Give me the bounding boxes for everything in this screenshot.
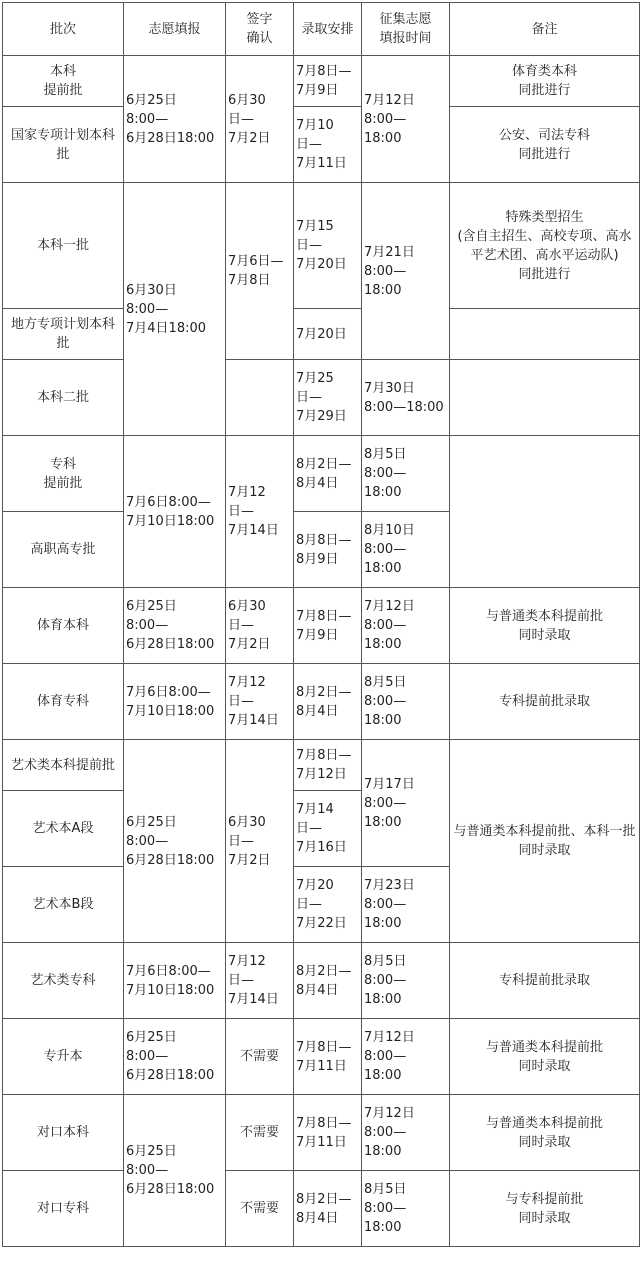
admission-cell: 8月2日— 8月4日 [294, 943, 362, 1019]
supplementary-cell: 7月12日 8:00— 18:00 [362, 1095, 450, 1171]
notes-cell: 专科提前批录取 [450, 664, 640, 740]
batch-cell: 艺术本A段 [3, 791, 124, 867]
table-row [3, 588, 640, 664]
notes-cell: 与普通类本科提前批 同时录取 [450, 1095, 640, 1171]
header-signature-confirm: 签字 确认 [226, 3, 294, 56]
admission-cell: 7月15 日— 7月20日 [294, 183, 362, 309]
batch-cell: 本科一批 [3, 183, 124, 309]
supplementary-cell: 8月10日 8:00— 18:00 [362, 512, 450, 588]
supplementary-cell: 7月12日 8:00— 18:00 [362, 588, 450, 664]
notes-cell: 与普通类本科提前批 同时录取 [450, 1019, 640, 1095]
application-cell: 7月6日8:00— 7月10日18:00 [124, 664, 226, 740]
table-row [3, 664, 640, 740]
batch-cell: 高职高专批 [3, 512, 124, 588]
supplementary-cell: 8月5日 8:00— 18:00 [362, 943, 450, 1019]
notes-cell: 与专科提前批 同时录取 [450, 1171, 640, 1247]
admission-cell: 8月2日— 8月4日 [294, 1171, 362, 1247]
batch-cell: 本科 提前批 [3, 56, 124, 107]
confirm-cell: 7月6日— 7月8日 [226, 183, 294, 360]
admission-cell: 7月8日— 7月11日 [294, 1095, 362, 1171]
batch-cell: 地方专项计划本科批 [3, 309, 124, 360]
confirm-cell: 7月12 日— 7月14日 [226, 436, 294, 588]
supplementary-cell: 7月23日 8:00— 18:00 [362, 867, 450, 943]
admission-schedule-table [2, 2, 640, 1247]
table-row [3, 943, 640, 1019]
admission-cell: 7月20日 [294, 309, 362, 360]
batch-cell: 艺术本B段 [3, 867, 124, 943]
notes-cell [450, 360, 640, 436]
confirm-cell: 6月30 日— 7月2日 [226, 740, 294, 943]
table-row [3, 309, 640, 360]
batch-cell: 艺术类本科提前批 [3, 740, 124, 791]
notes-cell: 公安、司法专科 同批进行 [450, 107, 640, 183]
table-row [3, 1019, 640, 1095]
confirm-cell: 6月30 日— 7月2日 [226, 588, 294, 664]
table-row [3, 360, 640, 436]
admission-cell: 7月14 日— 7月16日 [294, 791, 362, 867]
header-row [3, 3, 640, 56]
application-cell: 6月25日 8:00— 6月28日18:00 [124, 740, 226, 943]
confirm-cell: 7月12 日— 7月14日 [226, 664, 294, 740]
application-cell: 6月25日 8:00— 6月28日18:00 [124, 1095, 226, 1247]
header-admission-schedule: 录取安排 [294, 3, 362, 56]
batch-cell: 对口专科 [3, 1171, 124, 1247]
header-application: 志愿填报 [124, 3, 226, 56]
header-batch: 批次 [3, 3, 124, 56]
admission-cell: 7月25 日— 7月29日 [294, 360, 362, 436]
confirm-cell: 不需要 [226, 1171, 294, 1247]
confirm-cell: 6月30 日— 7月2日 [226, 56, 294, 183]
table-row [3, 740, 640, 791]
batch-cell: 本科二批 [3, 360, 124, 436]
admission-cell: 8月8日— 8月9日 [294, 512, 362, 588]
confirm-cell: 不需要 [226, 1095, 294, 1171]
supplementary-cell: 7月12日 8:00— 18:00 [362, 1019, 450, 1095]
notes-cell: 体育类本科 同批进行 [450, 56, 640, 107]
application-cell: 6月25日 8:00— 6月28日18:00 [124, 56, 226, 183]
supplementary-cell: 7月17日 8:00— 18:00 [362, 740, 450, 867]
batch-cell: 体育本科 [3, 588, 124, 664]
table-row [3, 1171, 640, 1247]
header-supplementary-application: 征集志愿 填报时间 [362, 3, 450, 56]
admission-cell: 8月2日— 8月4日 [294, 436, 362, 512]
batch-cell: 艺术类专科 [3, 943, 124, 1019]
notes-cell: 与普通类本科提前批 同时录取 [450, 588, 640, 664]
table-row [3, 56, 640, 107]
batch-cell: 专科 提前批 [3, 436, 124, 512]
table-row [3, 183, 640, 309]
table-row [3, 107, 640, 183]
table-row [3, 436, 640, 512]
confirm-cell: 7月12 日— 7月14日 [226, 943, 294, 1019]
notes-cell: 特殊类型招生 (含自主招生、高校专项、高水平艺术团、高水平运动队) 同批进行 [450, 183, 640, 309]
supplementary-cell: 7月30日 8:00—18:00 [362, 360, 450, 436]
admission-cell: 7月8日— 7月11日 [294, 1019, 362, 1095]
admission-cell: 7月8日— 7月9日 [294, 588, 362, 664]
batch-cell: 国家专项计划本科批 [3, 107, 124, 183]
admission-cell: 7月20 日— 7月22日 [294, 867, 362, 943]
application-cell: 6月25日 8:00— 6月28日18:00 [124, 1019, 226, 1095]
supplementary-cell: 7月12日 8:00— 18:00 [362, 56, 450, 183]
admission-cell: 8月2日— 8月4日 [294, 664, 362, 740]
header-notes: 备注 [450, 3, 640, 56]
admission-cell: 7月8日— 7月12日 [294, 740, 362, 791]
batch-cell: 体育专科 [3, 664, 124, 740]
batch-cell: 专升本 [3, 1019, 124, 1095]
application-cell: 7月6日8:00— 7月10日18:00 [124, 436, 226, 588]
supplementary-cell: 7月21日 8:00— 18:00 [362, 183, 450, 360]
admission-cell: 7月8日— 7月9日 [294, 56, 362, 107]
batch-cell: 对口本科 [3, 1095, 124, 1171]
notes-cell: 专科提前批录取 [450, 943, 640, 1019]
table-row [3, 1095, 640, 1171]
application-cell: 6月25日 8:00— 6月28日18:00 [124, 588, 226, 664]
application-cell: 7月6日8:00— 7月10日18:00 [124, 943, 226, 1019]
application-cell: 6月30日 8:00— 7月4日18:00 [124, 183, 226, 436]
supplementary-cell: 8月5日 8:00— 18:00 [362, 436, 450, 512]
notes-cell: 与普通类本科提前批、本科一批 同时录取 [450, 740, 640, 943]
notes-cell [450, 436, 640, 588]
supplementary-cell: 8月5日 8:00— 18:00 [362, 1171, 450, 1247]
notes-cell [450, 309, 640, 360]
confirm-cell [226, 360, 294, 436]
admission-cell: 7月10 日— 7月11日 [294, 107, 362, 183]
confirm-cell: 不需要 [226, 1019, 294, 1095]
supplementary-cell: 8月5日 8:00— 18:00 [362, 664, 450, 740]
